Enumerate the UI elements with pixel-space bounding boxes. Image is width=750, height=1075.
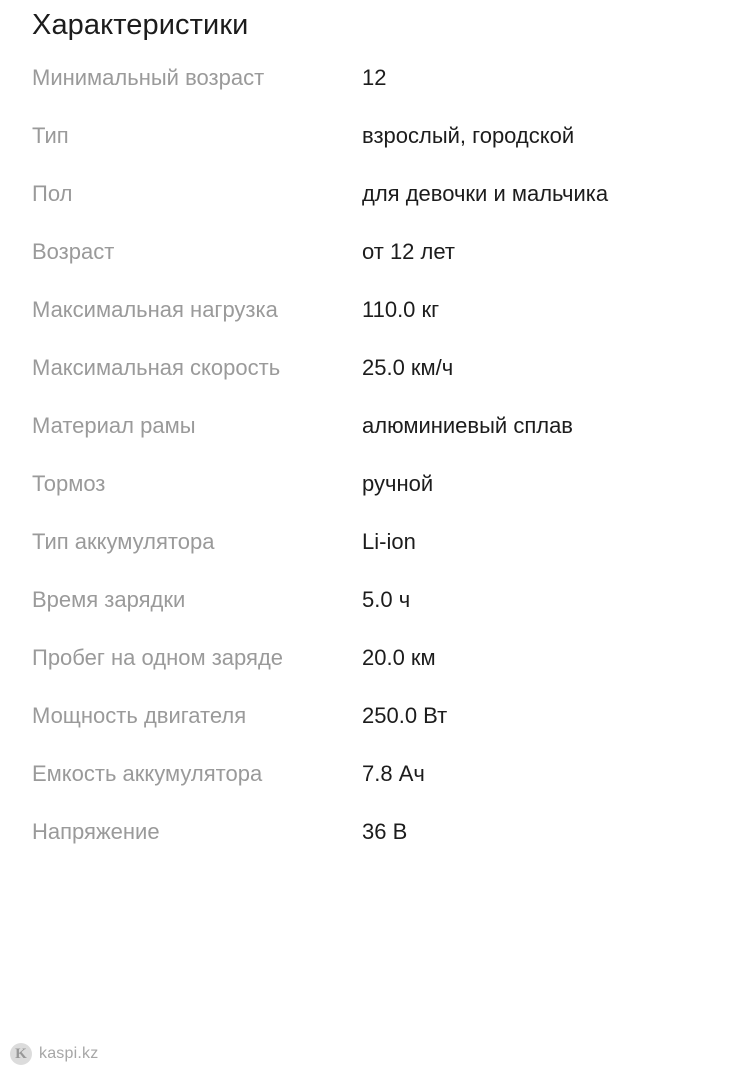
table-row (32, 524, 750, 560)
kaspi-logo-icon: K (10, 1043, 32, 1065)
table-row (32, 466, 750, 502)
table-row (32, 118, 750, 154)
spec-label: Пол (32, 181, 73, 206)
table-row (32, 234, 750, 270)
spec-label: Минимальный возраст (32, 65, 265, 90)
table-row (32, 408, 750, 444)
spec-label: Максимальная скорость (32, 355, 281, 380)
spec-value: 20.0 км (362, 645, 436, 670)
spec-label: Тип (32, 123, 69, 148)
spec-value: алюминиевый сплав (362, 413, 573, 438)
spec-value: от 12 лет (362, 239, 455, 264)
table-row (32, 350, 750, 386)
specifications-table (32, 60, 750, 850)
table-row (32, 292, 750, 328)
spec-label: Тормоз (32, 471, 106, 496)
table-row (32, 698, 750, 734)
spec-value: 12 (362, 65, 387, 90)
table-row (32, 60, 750, 96)
watermark-label: kaspi.kz (39, 1045, 99, 1062)
spec-value: взрослый, городской (362, 123, 575, 148)
spec-value: 7.8 Ач (362, 761, 425, 786)
spec-value: 110.0 кг (362, 297, 440, 322)
spec-label: Емкость аккумулятора (32, 761, 263, 786)
spec-value: 250.0 Вт (362, 703, 448, 728)
table-row (32, 756, 750, 792)
spec-value: 36 В (362, 819, 408, 844)
spec-value: для девочки и мальчика (362, 181, 609, 206)
page-title: Характеристики (32, 9, 249, 41)
spec-value: Li-ion (362, 529, 416, 554)
spec-value: 25.0 км/ч (362, 355, 454, 380)
spec-label: Материал рамы (32, 413, 196, 438)
spec-value: ручной (362, 471, 434, 496)
spec-label: Пробег на одном заряде (32, 645, 284, 670)
spec-label: Мощность двигателя (32, 703, 247, 728)
spec-value: 5.0 ч (362, 587, 411, 612)
table-row (32, 814, 750, 850)
table-row (32, 176, 750, 212)
spec-label: Напряжение (32, 819, 160, 844)
table-row (32, 640, 750, 676)
spec-label: Тип аккумулятора (32, 529, 215, 554)
watermark (10, 1043, 98, 1065)
spec-label: Время зарядки (32, 587, 186, 612)
spec-label: Максимальная нагрузка (32, 297, 278, 322)
table-row (32, 582, 750, 618)
spec-label: Возраст (32, 239, 115, 264)
